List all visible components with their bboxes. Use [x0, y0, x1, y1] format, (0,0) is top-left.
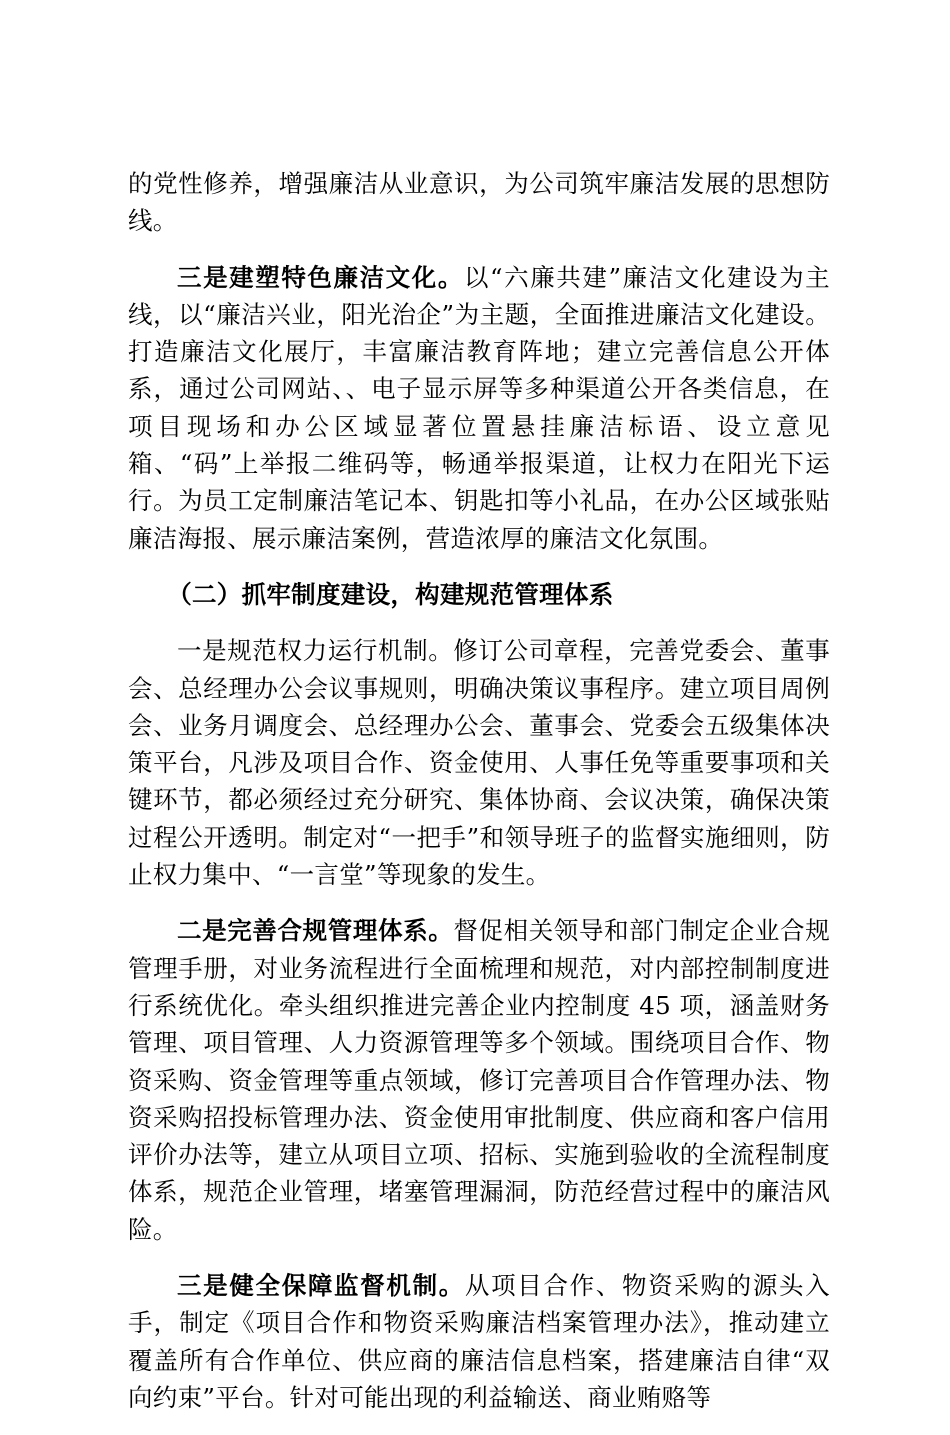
document-body	[128, 165, 830, 1435]
paragraph-lead: 三是建塑特色廉洁文化。	[177, 262, 464, 292]
section-heading: （二）抓牢制度建设，构建规范管理体系	[167, 579, 614, 609]
paragraph-text: 从项目合作、物资采购的源头入手，制定《项目合作和物资采购廉洁档案管理办法》，推动建立覆盖所有合作单位、供应商的廉洁信息档案，搭建廉洁自律“双向约束”平台。针对可能出现的利益输送、商业贿赂等	[128, 1271, 831, 1412]
paragraph-text: 以“六廉共建”廉洁文化建设为主线，以“廉洁兴业，阳光治企”为主题，全面推进廉洁文化建设。打造廉洁文化展厅，丰富廉洁教育阵地；建立完善信息公开体系，通过公司网站、、电子显示屏等多种渠道公开各类信息，在项目现场和办公区域显著位置悬挂廉洁标语、设立意见箱、“码”上举报二维码等，畅通举报渠道，让权力在阳光下运行。为员工定制廉洁笔记本、钥匙扣等小礼品，在办公区域张贴廉洁海报、展示廉洁案例，营造浓厚的廉洁文化氛围。	[128, 262, 830, 553]
paragraph-compliance	[128, 912, 830, 1248]
paragraph-lead: 三是健全保障监督机制。	[177, 1271, 465, 1301]
paragraph-power-mechanism	[128, 632, 830, 893]
paragraph-culture	[128, 259, 830, 557]
paragraph-text: 的党性修养，增强廉洁从业意识，为公司筑牢廉洁发展的思想防线。	[128, 169, 830, 236]
paragraph-text: 督促相关领导和部门制定企业合规管理手册，对业务流程进行全面梳理和规范，对内部控制制度进行系统优化。牵头组织推进完善企业内控制度 45 项，涵盖财务管理、项目管理、人力资源管理等多个领域。围绕项目合作、物资采购、资金管理等重点领域，修订完善项目合作管理办法、物资采购招投标管理办法、资金使用审批制度、供应商和客户信用评价办法等，建立从项目立项、招标、实施到验收的全流程制度体系，规范企业管理，堵塞管理漏洞，防范经营过程中的廉洁风险。	[128, 916, 830, 1244]
paragraph-continuation	[128, 165, 830, 240]
paragraph-lead: 二是完善合规管理体系。	[177, 916, 454, 946]
paragraph-supervision	[128, 1267, 830, 1416]
paragraph-text: 一是规范权力运行机制。修订公司章程，完善党委会、董事会、总经理办公会议事规则，明确决策议事程序。建立项目周例会、业务月调度会、总经理办公会、董事会、党委会五级集体决策平台，凡涉及项目合作、资金使用、人事任免等重要事项和关键环节，都必须经过充分研究、集体协商、会议决策，确保决策过程公开透明。制定对“一把手”和领导班子的监督实施细则，防止权力集中、“一言堂”等现象的发生。	[128, 636, 830, 890]
